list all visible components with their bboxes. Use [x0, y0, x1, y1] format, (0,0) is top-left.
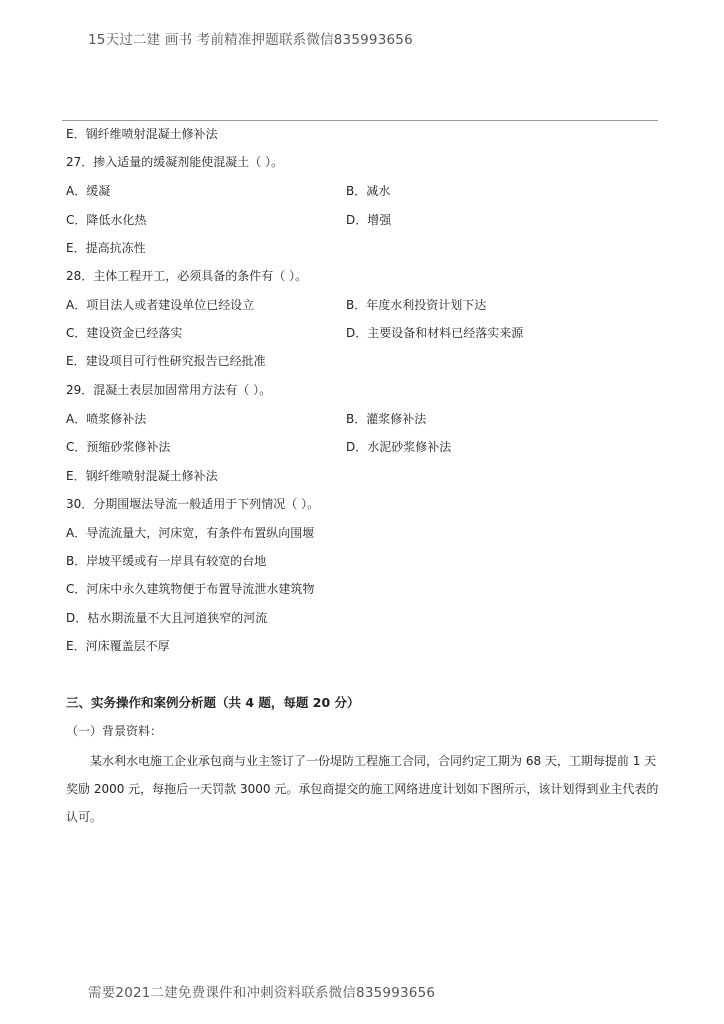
- section-3-title: 三、实务操作和案例分析题（共 4 题，每题 20 分）: [66, 695, 360, 710]
- q29-option-d: D．水泥砂浆修补法: [346, 440, 452, 454]
- q28-option-e: E．建设项目可行性研究报告已经批准: [66, 354, 266, 368]
- q28-option-d: D．主要设备和材料已经落实来源: [346, 326, 524, 340]
- q30-option-e: E．河床覆盖层不厚: [66, 639, 170, 653]
- background-label: （一）背景资料：: [66, 724, 163, 738]
- q30-option-d: D．枯水期流量不大且河道狭窄的河流: [66, 611, 268, 625]
- option-e-prev: E．钢纤维喷射混凝土修补法: [66, 127, 218, 141]
- page-header: 15天过二建 画书 考前精准押题联系微信835993656: [88, 32, 413, 48]
- q28-option-b: B．年度水利投资计划下达: [346, 298, 487, 312]
- q28-option-c: C．建设资金已经落实: [66, 326, 183, 340]
- header-divider: [62, 120, 658, 121]
- q29-option-a: A．喷浆修补法: [66, 412, 147, 426]
- page-footer: 需要2021二建免费课件和冲刺资料联系微信835993656: [88, 985, 436, 1001]
- q27-option-d: D．增强: [346, 213, 392, 227]
- question-30: 30．分期围堰法导流一般适用于下列情况（ ）。: [66, 497, 320, 511]
- q29-option-e: E．钢纤维喷射混凝土修补法: [66, 469, 218, 483]
- background-paragraph: 某水利水电施工企业承包商与业主签订了一份堤防工程施工合同，合同约定工期为 68 天，工期每提前 1 天奖励 2000 元，每拖后一天罚款 3000 元。承包商提交的施工网络进度计划如下图所示，该计划得到业主代表的认可。: [66, 754, 659, 824]
- question-27: 27．掺入适量的缓凝剂能使混凝土（ ）。: [66, 155, 284, 169]
- q27-option-c: C．降低水化热: [66, 213, 147, 227]
- q27-option-a: A．缓凝: [66, 184, 111, 198]
- question-29: 29．混凝土表层加固常用方法有（ ）。: [66, 383, 272, 397]
- q28-option-a: A．项目法人或者建设单位已经设立: [66, 298, 255, 312]
- question-28: 28．主体工程开工，必须具备的条件有（ ）。: [66, 269, 308, 283]
- q27-option-b: B．减水: [346, 184, 391, 198]
- q30-option-c: C．河床中永久建筑物便于布置导流泄水建筑物: [66, 582, 315, 596]
- q27-option-e: E．提高抗冻性: [66, 241, 146, 255]
- q29-option-c: C．预缩砂浆修补法: [66, 440, 171, 454]
- q29-option-b: B．灌浆修补法: [346, 412, 427, 426]
- q30-option-b: B．岸坡平缓或有一岸具有较宽的台地: [66, 554, 267, 568]
- q30-option-a: A．导流流量大，河床宽，有条件布置纵向围堰: [66, 526, 315, 540]
